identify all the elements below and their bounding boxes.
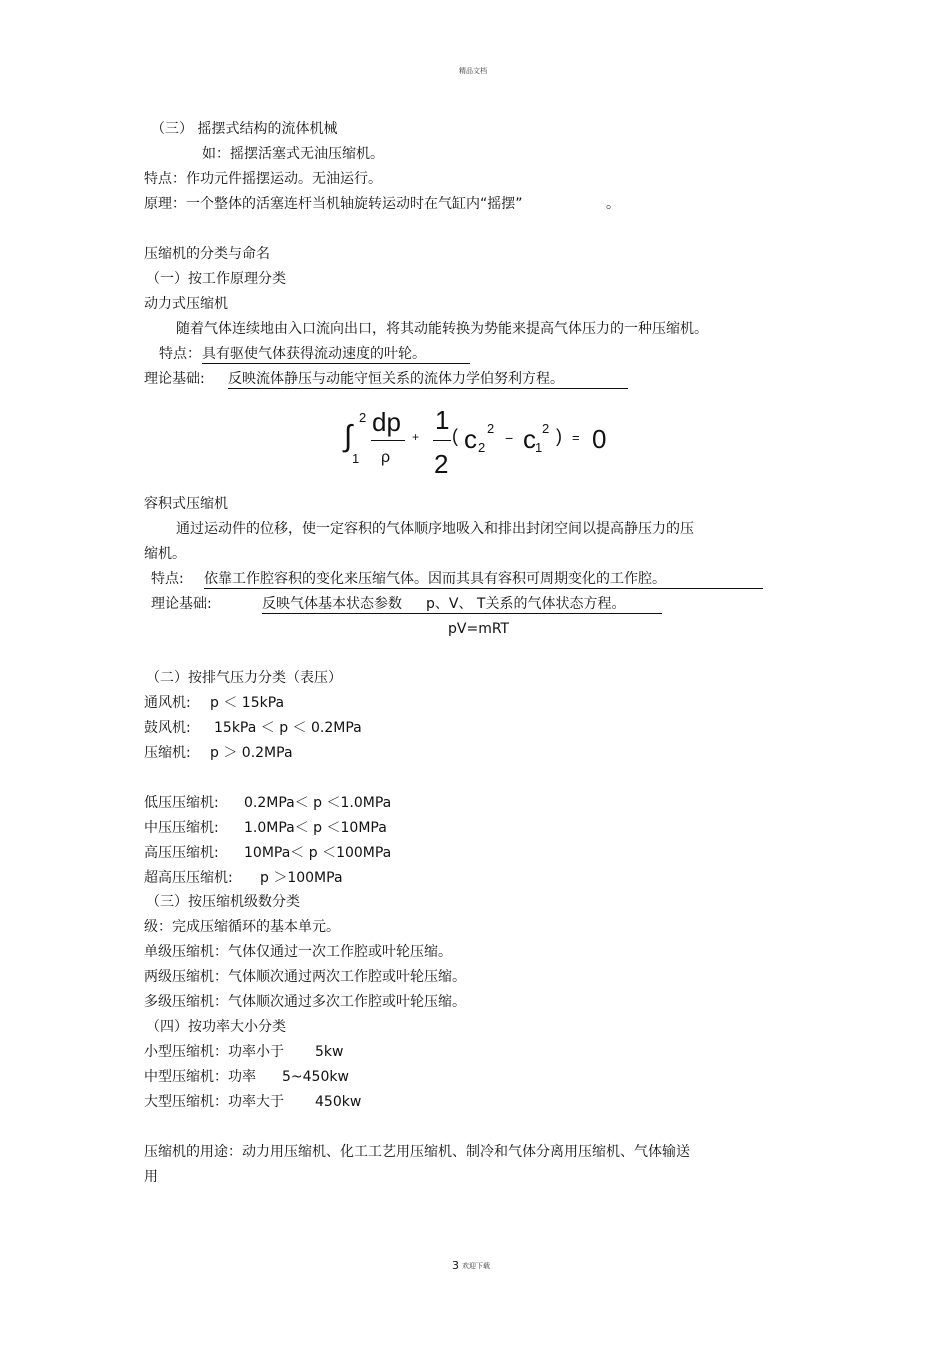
medium-compressor-value: 5~450kw bbox=[282, 1069, 349, 1085]
ultra-pressure-range: p ＞100MPa bbox=[260, 870, 343, 886]
small-compressor-label: 小型压缩机：功率小于 bbox=[144, 1044, 284, 1060]
mid-pressure-range: 1.0MPa＜ p ＜10MPa bbox=[244, 820, 387, 836]
fan-label: 通风机: bbox=[144, 695, 191, 711]
page-number: 3 bbox=[452, 1259, 459, 1272]
footer-text: 欢迎下载 bbox=[462, 1262, 490, 1270]
minus-sign: − bbox=[505, 430, 514, 446]
mid-pressure-label: 中压压缩机: bbox=[144, 820, 219, 836]
half-bar bbox=[433, 440, 451, 441]
blower-label: 鼓风机: bbox=[144, 720, 191, 736]
page-header: 精品文档 bbox=[459, 67, 487, 75]
by-principle-heading: （一）按工作原理分类 bbox=[146, 271, 286, 287]
rocking-example: 如：摇摆活塞式无油压缩机。 bbox=[202, 146, 384, 162]
right-paren: ) bbox=[556, 426, 562, 446]
positive-theory-label: 理论基础: bbox=[151, 596, 212, 612]
velocity-c2: c bbox=[464, 424, 477, 454]
rocking-principle-end: 。 bbox=[606, 196, 620, 212]
positive-feature-label: 特点: bbox=[151, 571, 184, 587]
integral-upper-limit: 2 bbox=[359, 410, 367, 425]
fraction-numerator: dp bbox=[372, 407, 401, 437]
positive-description-line2: 缩机。 bbox=[144, 546, 186, 562]
dynamic-feature-label: 特点： bbox=[159, 346, 201, 362]
low-pressure-label: 低压压缩机: bbox=[144, 795, 219, 811]
plus-sign: + bbox=[412, 430, 420, 444]
dynamic-description: 随着气体连续地由入口流向出口，将其动能转换为势能来提高气体压力的一种压缩机。 bbox=[176, 321, 708, 337]
by-power-heading: （四）按功率大小分类 bbox=[146, 1019, 286, 1035]
velocity-c2-superscript: 2 bbox=[487, 421, 495, 436]
positive-theory-text-a: 反映气体基本状态参数 bbox=[262, 596, 402, 612]
positive-theory-text bbox=[262, 595, 662, 614]
compressor-label: 压缩机: bbox=[144, 745, 191, 761]
equation-rhs: 0 bbox=[592, 424, 607, 454]
positive-compressor-title: 容积式压缩机 bbox=[144, 496, 228, 512]
by-stage-heading: （三）按压缩机级数分类 bbox=[146, 894, 300, 910]
fan-range: p ＜ 15kPa bbox=[210, 695, 285, 711]
large-compressor-value: 450kw bbox=[315, 1094, 362, 1110]
small-compressor-value: 5kw bbox=[315, 1044, 344, 1060]
classification-title: 压缩机的分类与命名 bbox=[144, 246, 270, 262]
velocity-c1-subscript: 1 bbox=[535, 440, 543, 455]
multi-stage: 多级压缩机：气体顺次通过多次工作腔或叶轮压缩。 bbox=[144, 994, 466, 1010]
single-stage: 单级压缩机：气体仅通过一次工作腔或叶轮压缩。 bbox=[144, 944, 452, 960]
low-pressure-range: 0.2MPa＜ p ＜1.0MPa bbox=[244, 795, 392, 811]
high-pressure-label: 高压压缩机: bbox=[144, 845, 219, 861]
integral-sign: ∫ bbox=[344, 420, 353, 453]
fraction-bar bbox=[371, 440, 405, 441]
high-pressure-range: 10MPa＜ p ＜100MPa bbox=[244, 845, 392, 861]
dynamic-compressor-title: 动力式压缩机 bbox=[144, 296, 228, 312]
half-denominator: 2 bbox=[434, 449, 449, 479]
usage-line2: 用 bbox=[144, 1169, 158, 1185]
rocking-feature: 特点：作功元件摇摆运动。无油运行。 bbox=[144, 171, 382, 187]
fraction-denominator: ρ bbox=[381, 449, 391, 466]
rocking-principle: 原理：一个整体的活塞连杆当机轴旋转运动时在气缸内“摇摆” bbox=[144, 196, 523, 212]
usage-line1: 压缩机的用途：动力用压缩机、化工工艺用压缩机、制冷和气体分离用压缩机、气体输送 bbox=[144, 1144, 690, 1160]
blower-range: 15kPa ＜ p ＜ 0.2MPa bbox=[214, 720, 362, 736]
section-rocking-title: （三） 摇摆式结构的流体机械 bbox=[151, 121, 338, 137]
ultra-pressure-label: 超高压压缩机: bbox=[144, 870, 233, 886]
positive-description-line1: 通过运动件的位移，使一定容积的气体顺序地吸入和排出封闭空间以提高静压力的压 bbox=[176, 521, 694, 537]
positive-theory-text-b: p、V、 T关系的气体状态方程。 bbox=[426, 596, 626, 612]
by-pressure-heading: （二）按排气压力分类（表压） bbox=[146, 670, 342, 686]
integral-lower-limit: 1 bbox=[352, 451, 360, 466]
velocity-c1: c bbox=[523, 424, 536, 454]
dynamic-theory-label: 理论基础: bbox=[144, 371, 205, 387]
velocity-c1-superscript: 2 bbox=[542, 421, 550, 436]
medium-compressor-label: 中型压缩机：功率 bbox=[144, 1069, 256, 1085]
two-stage: 两级压缩机：气体顺次通过两次工作腔或叶轮压缩。 bbox=[144, 969, 466, 985]
left-paren: ( bbox=[452, 426, 458, 446]
large-compressor-label: 大型压缩机：功率大于 bbox=[144, 1094, 284, 1110]
equals-sign: = bbox=[572, 430, 580, 445]
dynamic-theory-text: 反映流体静压与动能守恒关系的流体力学伯努利方程。 bbox=[228, 370, 628, 389]
stage-definition: 级：完成压缩循环的基本单元。 bbox=[144, 919, 340, 935]
half-numerator: 1 bbox=[435, 405, 450, 435]
positive-feature-text: 依靠工作腔容积的变化来压缩气体。因而其具有容积可周期变化的工作腔。 bbox=[204, 570, 763, 589]
compressor-range: p ＞ 0.2MPa bbox=[210, 745, 293, 761]
state-equation: pV=mRT bbox=[448, 621, 510, 637]
velocity-c2-subscript: 2 bbox=[478, 440, 486, 455]
dynamic-feature-text: 具有驱使气体获得流动速度的叶轮。 bbox=[202, 345, 470, 364]
